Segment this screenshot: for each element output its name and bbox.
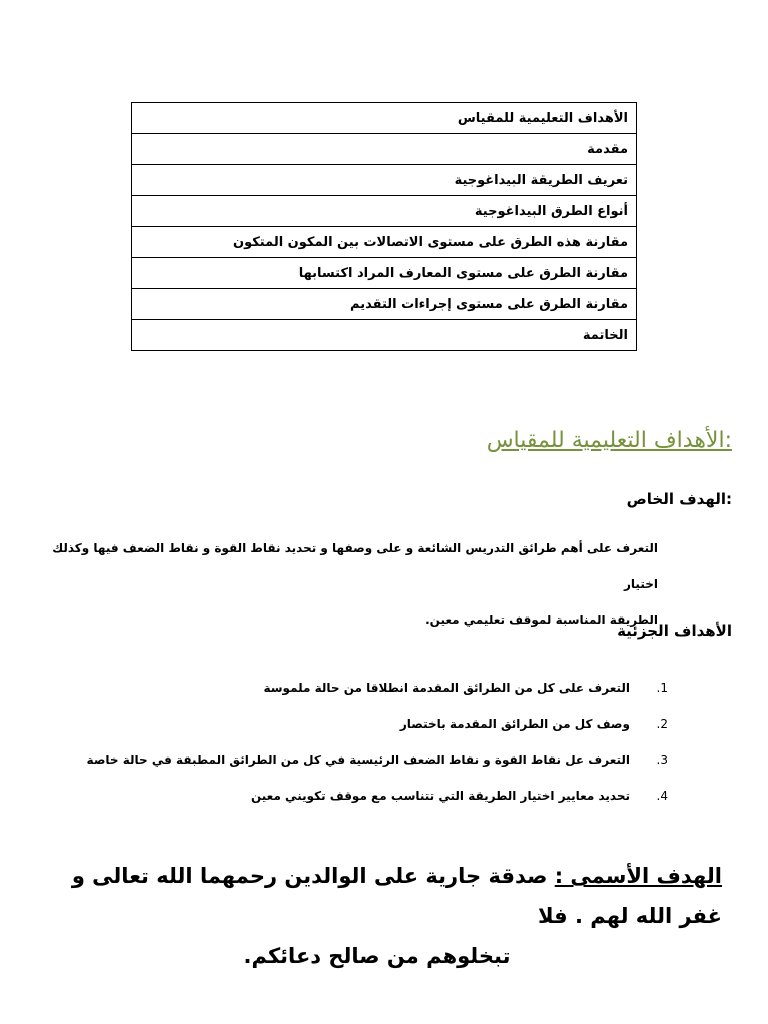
specific-goal-heading: :الهدف الخاص <box>626 490 732 508</box>
toc-row <box>132 134 637 165</box>
toc-row <box>132 165 637 196</box>
specific-goal-paragraph <box>18 530 658 638</box>
toc-item: الأهداف التعليمية للمقياس <box>132 103 637 134</box>
partial-goals-heading: الأهداف الجزئية <box>617 622 732 640</box>
toc-row <box>132 103 637 134</box>
list-item-text: وصف كل من الطرائق المقدمة باختصار <box>399 717 630 731</box>
partial-goals-list <box>48 676 668 820</box>
list-item <box>48 712 668 748</box>
list-item-number: 3. <box>656 753 668 767</box>
list-item-text: تحديد معايير اختيار الطريقة التي تتناسب مع موقف تكويني معين <box>250 789 630 803</box>
toc-item: الخاتمة <box>132 320 637 351</box>
list-item <box>48 748 668 784</box>
closing-text-line-1: صدقة جارية على الوالدين رحمهما الله تعالى و غفر الله لهم . فلا <box>71 864 722 928</box>
list-item <box>48 784 668 820</box>
toc-row <box>132 227 637 258</box>
closing-text-line-2: تبخلوهم من صالح دعائكم. <box>243 944 511 968</box>
table-of-contents <box>131 102 637 351</box>
list-item-number: 4. <box>656 789 668 803</box>
toc-row <box>132 258 637 289</box>
toc-row <box>132 289 637 320</box>
toc-row <box>132 196 637 227</box>
specific-goal-line-1: التعرف على أهم طرائق التدريس الشائعة و على وصفها و تحديد نقاط القوة و نقاط الضعف فيها وكذلك اختيار <box>52 541 658 591</box>
list-item-text: التعرف عل نقاط القوة و نقاط الضعف الرئيسية في كل من الطرائق المطبقة في حالة خاصة <box>86 753 630 767</box>
list-item-text: التعرف على كل من الطرائق المقدمة انطلاقا من حالة ملموسة <box>263 681 630 695</box>
specific-goal-line-2: الطريقة المناسبة لموقف تعليمي معين. <box>425 613 658 627</box>
section-heading <box>487 428 732 453</box>
list-item-number: 2. <box>656 717 668 731</box>
list-item-number: 1. <box>656 681 668 695</box>
toc-row <box>132 320 637 351</box>
section-heading-text: :الأهداف التعليمية للمقياس <box>486 428 732 453</box>
list-item <box>48 676 668 712</box>
closing-label: الهدف الأسمى : <box>554 864 722 888</box>
toc-item: مقارنة الطرق على مستوى المعارف المراد اكتسابها <box>132 258 637 289</box>
toc-item: أنواع الطرق البيداغوجية <box>132 196 637 227</box>
closing-statement <box>32 856 722 976</box>
toc-item: تعريف الطريقة البيداغوجية <box>132 165 637 196</box>
toc-item: مقارنة هذه الطرق على مستوى الاتصالات بين المكون المتكون <box>132 227 637 258</box>
toc-item: مقارنة الطرق على مستوى إجراءات التقديم <box>132 289 637 320</box>
toc-item: مقدمة <box>132 134 637 165</box>
